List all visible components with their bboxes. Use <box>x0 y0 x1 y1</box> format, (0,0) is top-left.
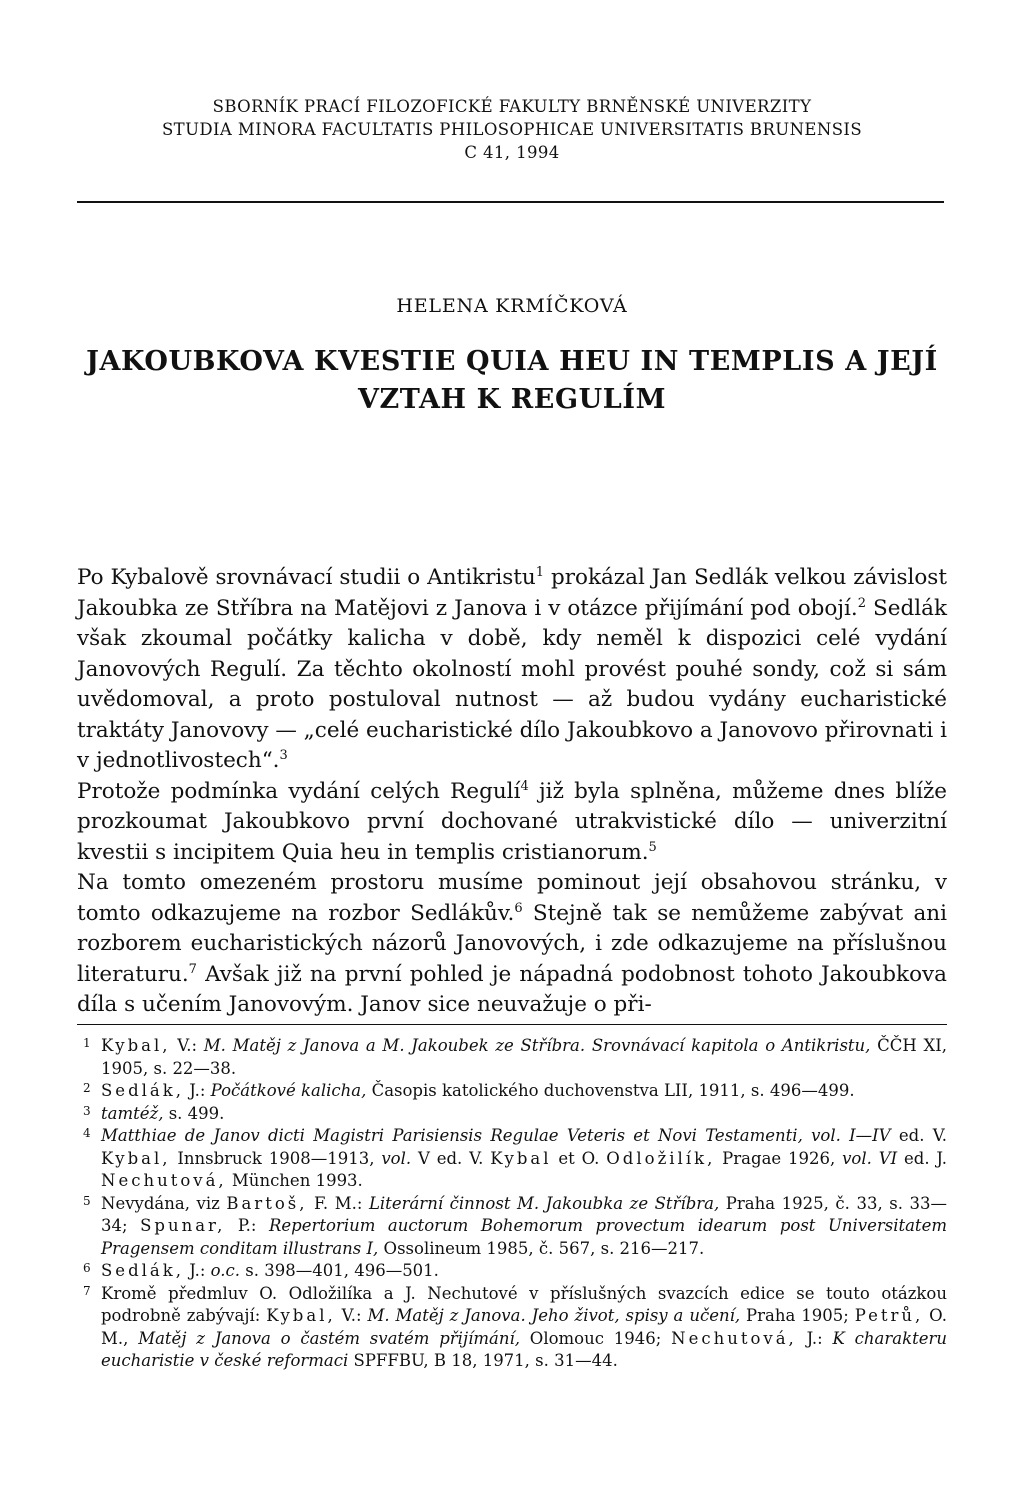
footnote-ref-7: 7 <box>188 961 197 977</box>
footnote-text: Praha 1925, č. 33, s. 33—34; <box>101 1193 947 1235</box>
footnote-text: Innsbruck 1908—1913, <box>170 1148 382 1168</box>
header-rule <box>77 201 944 203</box>
p3-text-c: Avšak již na první pohled je nápadná podobnost tohoto Jakoubkova díla s učením Janovovým. Janov sice neuvažuje o při- <box>77 961 947 1017</box>
footnote-rule <box>77 1024 947 1025</box>
article-title-line-2: VZTAH K REGULÍM <box>357 384 667 415</box>
footnote-text: F. M.: <box>307 1193 369 1213</box>
p3-text-a: Na tomto omezeném prostoru musíme pominout její obsahovou stránku, v tomto odkazujeme na rozbor Sedlákův. <box>77 870 947 926</box>
footnote-author: Kybal, <box>266 1306 336 1325</box>
footnote-title: vol. VI <box>842 1148 898 1168</box>
footnote-7 <box>77 1283 947 1373</box>
footnote-text: O. M., <box>101 1306 947 1348</box>
footnote-6 <box>77 1260 947 1283</box>
footnote-ref-2: 2 <box>857 595 867 611</box>
footnotes <box>77 1035 947 1373</box>
footnote-number: 2 <box>83 1081 91 1095</box>
footnote-text: Nevydána, viz <box>101 1193 227 1213</box>
footnote-4 <box>77 1125 947 1193</box>
footnote-author: Sedlák, <box>101 1081 184 1100</box>
footnote-text: s. 398—401, 496—501. <box>240 1261 439 1280</box>
footnote-text: ČČH XI, 1905, s. 22—38. <box>101 1036 948 1078</box>
paragraph-3 <box>77 868 947 1021</box>
footnote-author: Bartoš, <box>226 1193 308 1213</box>
p1-text-a: Po Kybalově srovnávací studii o Antikristu <box>77 565 536 590</box>
footnote-number: 3 <box>83 1103 91 1118</box>
footnote-text: ed. J. <box>897 1148 948 1168</box>
journal-title-czech: SBORNÍK PRACÍ FILOZOFICKÉ FAKULTY BRNĚNSKÉ UNIVERZITY <box>212 97 812 116</box>
footnote-text: ed. V. <box>890 1126 947 1145</box>
footnote-5 <box>77 1193 947 1261</box>
footnote-author: Petrů, <box>854 1306 924 1325</box>
paragraph-1 <box>77 563 947 777</box>
p2-text-a: Protože podmínka vydání celých Regulí <box>77 778 521 804</box>
footnote-text: et O. <box>551 1148 607 1168</box>
footnote-ref-5: 5 <box>648 839 657 855</box>
footnote-number: 7 <box>83 1283 91 1298</box>
footnote-text: P.: <box>225 1216 269 1235</box>
footnote-title: Literární činnost M. Jakoubka ze Stříbra, <box>368 1193 720 1213</box>
footnote-title: M. Matěj z Janova a M. Jakoubek ze Stříbra. Srovnávací kapitola o Antikristu, <box>203 1036 871 1055</box>
footnote-text: SPFFBU, B 18, 1971, s. 31—44. <box>348 1351 618 1370</box>
journal-title-latin: STUDIA MINORA FACULTATIS PHILOSOPHICAE UNIVERSITATIS BRUNENSIS <box>161 120 863 139</box>
footnote-text: München 1993. <box>226 1171 363 1190</box>
footnote-number: 6 <box>83 1261 91 1275</box>
footnote-text: Olomouc 1946; <box>520 1328 672 1348</box>
footnote-ref-1: 1 <box>535 565 545 580</box>
p2-text-b: již byla splněna, můžeme dnes blíže prozkoumat Jakoubkovo první dochované utrakvistické dílo — univerzitní kvestii s incipitem Quia heu in templis cristianorum. <box>77 778 947 865</box>
footnote-author: Spunar, <box>140 1216 226 1235</box>
footnote-title: K charakteru eucharistie v české reformaci <box>101 1328 947 1370</box>
article-title-line-1: JAKOUBKOVA KVESTIE QUIA HEU IN TEMPLIS A JEJÍ <box>86 346 938 377</box>
footnote-text: Kromě předmluv O. Odložilíka a J. Nechutové v příslušných svazcích edice se touto otázkou podrobně zabývají: <box>101 1283 947 1325</box>
p1-text-c: Sedlák však zkoumal počátky kalicha v době, kdy neměl k dispozici celé vydání Janovových Regulí. Za těchto okolností mohl provést pouhé sondy, což si sám uvědomoval, a proto postuloval nutnost — až budou vydány eucharistické traktáty Janovovy — „celé eucharistické dílo Jakoubkovo a Janovovo přirovnati i v jednotlivostech“. <box>77 595 947 773</box>
footnote-text: Ossolineum 1985, č. 567, s. 216—217. <box>378 1238 705 1258</box>
author-name: HELENA KRMÍČKOVÁ <box>396 295 628 317</box>
footnote-text: s. 499. <box>163 1103 225 1123</box>
footnote-title: tamtéž, <box>101 1103 164 1123</box>
footnote-text: Časopis katolického duchovenstva LII, 1911, s. 496—499. <box>366 1081 855 1100</box>
footnote-title: M. Matěj z Janova. Jeho život, spisy a učení, <box>367 1306 741 1325</box>
footnote-number: 1 <box>83 1036 91 1050</box>
p3-text-b: Stejně tak se nemůžeme zabývat ani rozborem eucharistických názorů Janovových, i zde odkazujeme na příslušnou literaturu. <box>77 900 947 987</box>
footnote-text: J.: <box>184 1081 211 1100</box>
footnote-text: J.: <box>796 1328 833 1348</box>
footnote-text: J.: <box>184 1261 211 1280</box>
article-title <box>50 343 974 419</box>
footnote-author: Kybal <box>490 1148 552 1168</box>
footnote-text: V ed. V. <box>411 1148 491 1168</box>
footnote-number: 5 <box>83 1193 91 1208</box>
journal-header <box>60 95 964 164</box>
footnote-ref-3: 3 <box>279 748 288 763</box>
footnote-title: Matěj z Janova o častém svatém přijímání, <box>138 1328 520 1348</box>
footnote-1 <box>77 1035 947 1080</box>
footnote-text: Pragae 1926, <box>715 1148 843 1168</box>
journal-volume: C 41, 1994 <box>464 143 560 162</box>
p1-text-b: prokázal Jan Sedlák velkou závislost Jakoubka ze Stříbra na Matějovi z Janova i v otázce přijímání pod obojí. <box>77 565 947 621</box>
article-body <box>77 563 947 1021</box>
paragraph-2 <box>77 777 947 869</box>
footnote-number: 4 <box>83 1126 91 1140</box>
footnote-ref-4: 4 <box>520 778 529 794</box>
footnote-text: V.: <box>335 1306 368 1325</box>
footnote-title: o.c. <box>210 1261 241 1280</box>
footnote-title: Repertorium auctorum Bohemorum provectum idearum post Universitatem Pragensem conditam illustrans I, <box>101 1216 947 1258</box>
footnote-author: Nechutová, <box>671 1328 797 1348</box>
footnote-3 <box>77 1103 947 1126</box>
footnote-author: Kybal, <box>101 1148 171 1168</box>
footnote-author: Odložilík, <box>606 1148 716 1168</box>
footnote-title: Počátkové kalicha, <box>210 1081 367 1100</box>
footnote-text: V.: <box>170 1036 204 1055</box>
footnote-title: vol. <box>381 1148 412 1168</box>
footnote-author: Kybal, <box>101 1036 171 1055</box>
footnote-text: Praha 1905; <box>740 1306 855 1325</box>
footnote-author: Sedlák, <box>101 1261 184 1280</box>
footnote-2 <box>77 1080 947 1103</box>
footnote-ref-6: 6 <box>514 900 523 916</box>
footnote-author: Nechutová, <box>101 1171 227 1190</box>
footnote-title: Matthiae de Janov dicti Magistri Parisiensis Regulae Veteris et Novi Testamenti, vol. I—IV <box>101 1126 891 1145</box>
